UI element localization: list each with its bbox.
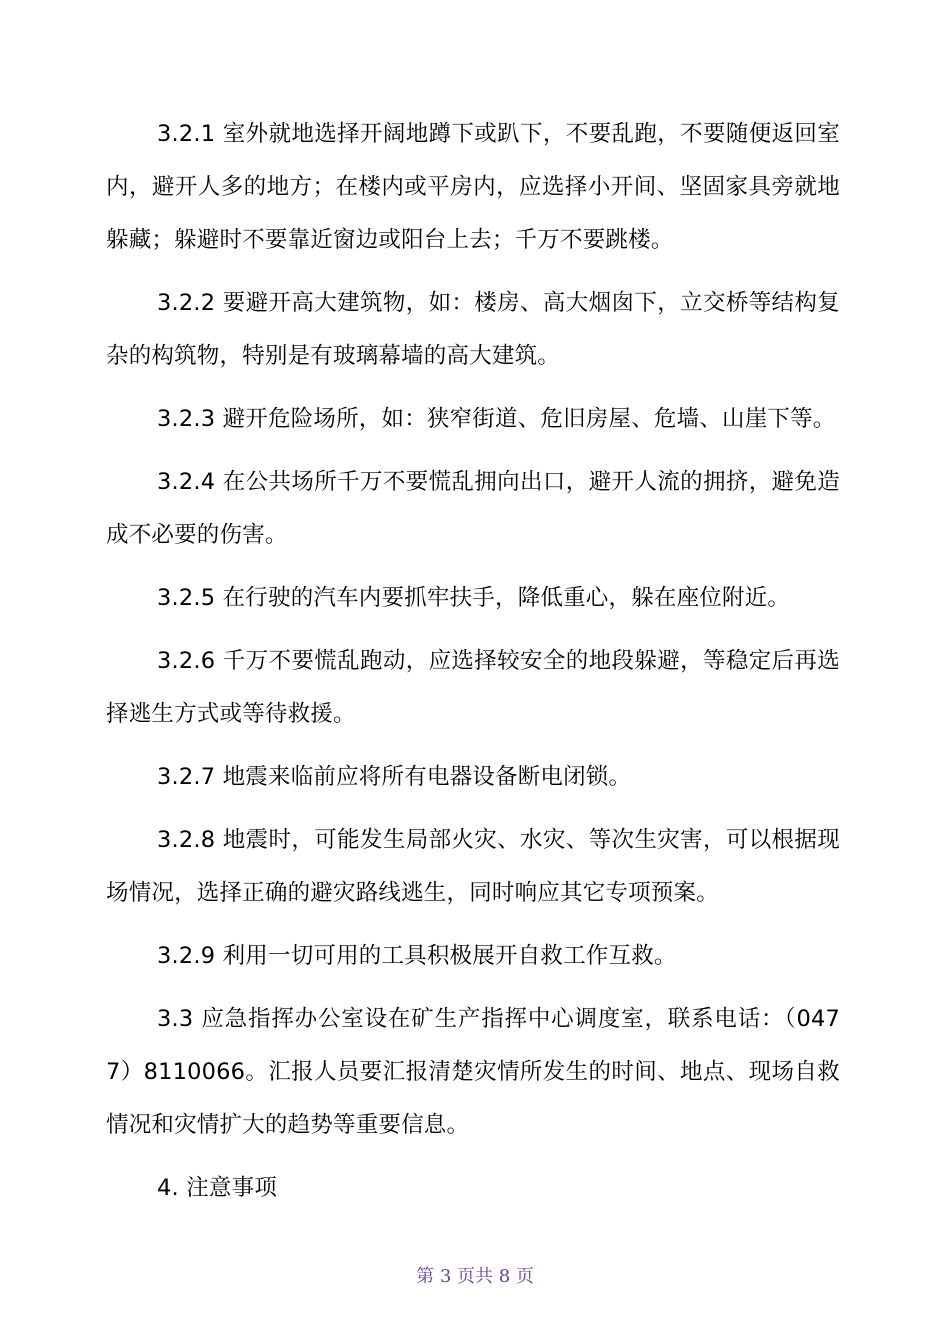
paragraph-3-2-3: 3.2.3 避开危险场所，如：狭窄街道、危旧房屋、危墙、山崖下等。 [157, 406, 836, 432]
page-number-footer: 第 3 页共 8 页 [416, 1266, 534, 1287]
section-heading-4: 4. 注意事项 [157, 1175, 278, 1201]
paragraph-3-2-1: 3.2.1 室外就地选择开阔地蹲下或趴下，不要乱跑，不要随便返回室内，避开人多的地方；在楼内或平房内，应选择小开间、坚固家具旁就地躲藏；躲避时不要靠近窗边或阳台上去；千万不要跳楼。 [106, 121, 840, 253]
paragraph-3-2-5: 3.2.5 在行驶的汽车内要抓牢扶手，降低重心，躲在座位附近。 [157, 585, 791, 611]
paragraph-3-2-4: 3.2.4 在公共场所千万不要慌乱拥向出口，避开人流的拥挤，避免造成不必要的伤害。 [106, 469, 840, 548]
paragraph-3-2-9: 3.2.9 利用一切可用的工具积极展开自救工作互救。 [157, 943, 677, 969]
paragraph-3-2-6: 3.2.6 千万不要慌乱跑动，应选择较安全的地段躲避，等稳定后再选择逃生方式或等待救援。 [106, 648, 840, 727]
paragraph-3-2-2: 3.2.2 要避开高大建筑物，如：楼房、高大烟囱下，立交桥等结构复杂的构筑物，特别是有玻璃幕墙的高大建筑。 [106, 290, 840, 369]
paragraph-3-2-7: 3.2.7 地震来临前应将所有电器设备断电闭锁。 [157, 764, 632, 790]
paragraph-3-3: 3.3 应急指挥办公室设在矿生产指挥中心调度室，联系电话：（0477）8110066。汇报人员要汇报清楚灾情所发生的时间、地点、现场自救情况和灾情扩大的趋势等重要信息。 [106, 1006, 840, 1138]
paragraph-3-2-8: 3.2.8 地震时，可能发生局部火灾、水灾、等次生灾害，可以根据现场情况，选择正确的避灾路线逃生，同时响应其它专项预案。 [106, 827, 840, 906]
document-body [106, 108, 840, 1225]
